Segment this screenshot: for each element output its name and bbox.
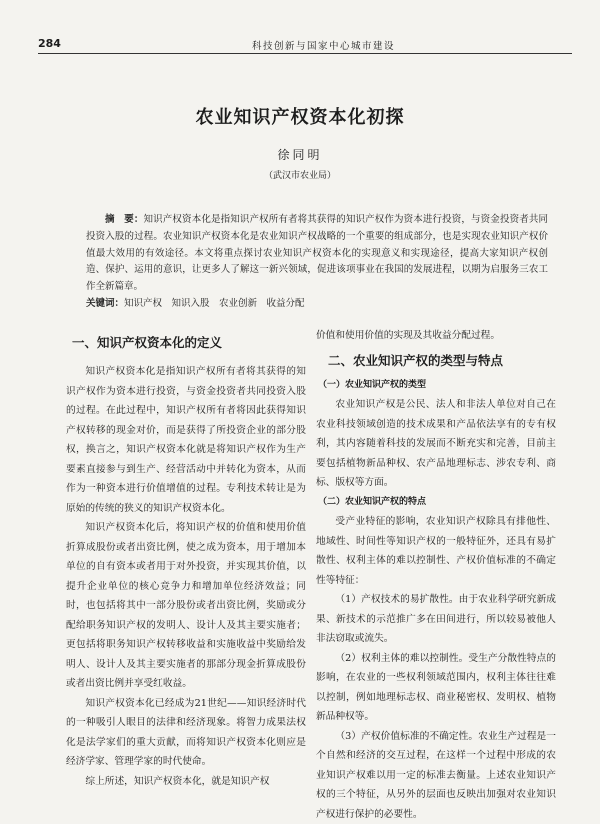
paragraph: （3）产权价值标准的不确定性。农业生产过程是一个自然和经济的交互过程，在这样一个过程中形成的农业知识产权难以用一定的标准去衡量。上述农业知识产权的三个特征，从另外的层面也反映出加强对农业知识产权进行保护的必要性。: [316, 727, 556, 824]
paragraph: （2）权利主体的难以控制性。受生产分散性特点的影响，在农业的一些权利领域范围内，权利主体往往难以控制，例如地理标志权、商业秘密权、发明权、植物新品种权等。: [316, 649, 556, 727]
keywords-text: 知识产权 知识入股 农业创新 收益分配: [124, 298, 305, 309]
keywords: [86, 296, 548, 312]
paragraph: 受产业特征的影响，农业知识产权除具有排他性、地域性、时间性等知识产权的一般特征外，还具有易扩散性、权利主体的难以控制性、产权价值标准的不确定性等特征：: [316, 512, 556, 590]
section-heading-2: 二、农业知识产权的类型与特点: [328, 350, 556, 372]
author-affiliation: （武汉市农业局）: [0, 168, 600, 181]
paragraph: 农业知识产权是公民、法人和非法人单位对自己在农业科技领域创造的技术成果和产品依法享有的专有权利，其内容随着科技的发展而不断充实和完善，目前主要包括植物新品种权、农产品地理标志、涉农专利、商标、版权等方面。: [316, 395, 556, 493]
subheading-features: （二）农业知识产权的特点: [316, 493, 556, 513]
abstract-label: 摘 要：: [105, 214, 144, 225]
paragraph: 知识产权资本化已经成为21世纪——知识经济时代的一种吸引人眼目的法律和经济现象。将智力成果法权化是法学家们的重大贡献，而将知识产权资本化则应是经济学家、管理学家的时代使命。: [66, 694, 306, 772]
paragraph: 综上所述，知识产权资本化，就是知识产权: [66, 772, 306, 792]
running-head: 科技创新与国家中心城市建设: [252, 38, 395, 52]
paragraph: 知识产权资本化是指知识产权所有者将其获得的知识产权作为资本进行投资，与资金投资者共同投资入股的过程。在此过程中，知识产权所有者将因此获得知识产权转移的现金对价，而是获得了所投资企业的部分股权，换言之，知识产权资本化就是将知识产权作为生产要素直接参与到生产、经营活动中并转化为资本，从而作为一种资本进行价值增值的过程。专利技术转让是为原始的传统的狭义的知识产权资本化。: [66, 362, 306, 518]
left-column: [66, 326, 306, 791]
section-heading-1: 一、知识产权资本化的定义: [72, 332, 306, 354]
article-title: 农业知识产权资本化初探: [0, 103, 600, 129]
keywords-label: 关键词：: [86, 298, 124, 309]
author-name: 徐同明: [0, 146, 600, 163]
abstract: [86, 212, 548, 296]
paragraph: 知识产权资本化后，将知识产权的价值和使用价值折算成股份或者出资比例，使之成为资本，用于增加本单位的自有资本或者用于对外投资，并实现其价值，以提升企业单位的核心竞争力和增加单位经济效益；同时，也包括将其中一部分股份或者出资比例，奖励或分配给职务知识产权的发明人、设计人及其主要实施者；更包括将职务知识产权转移收益和实施收益中奖励给发明人、设计人及其主要实施者的那部分现金折算成股份或者出资比例并享受红收益。: [66, 518, 306, 694]
abstract-text: 知识产权资本化是指知识产权所有者将其获得的知识产权作为资本进行投资，与资金投资者共同投资入股的过程。农业知识产权资本化是农业知识产权战略的一个重要的组成部分，也是实现农业知识产权价值最大效用的有效途径。本文将重点探讨农业知识产权资本化的实现意义和实现途径，提高大家知识产权创造、保护、运用的意识，让更多人了解这一新兴领域，促进该项事业在我国的发展进程，以期为启服务三农工作全新篇章。: [86, 214, 548, 292]
paragraph-continuation: 价值和使用价值的实现及其收益分配过程。: [316, 326, 556, 346]
right-column: [316, 326, 556, 824]
paragraph: （1）产权技术的易扩散性。由于农业科学研究新成果、新技术的示范推广多在田间进行，所以较易被他人非法窃取或流失。: [316, 590, 556, 649]
page-header: [38, 37, 572, 54]
subheading-types: （一）农业知识产权的类型: [316, 376, 556, 396]
page-number: 284: [38, 37, 61, 50]
